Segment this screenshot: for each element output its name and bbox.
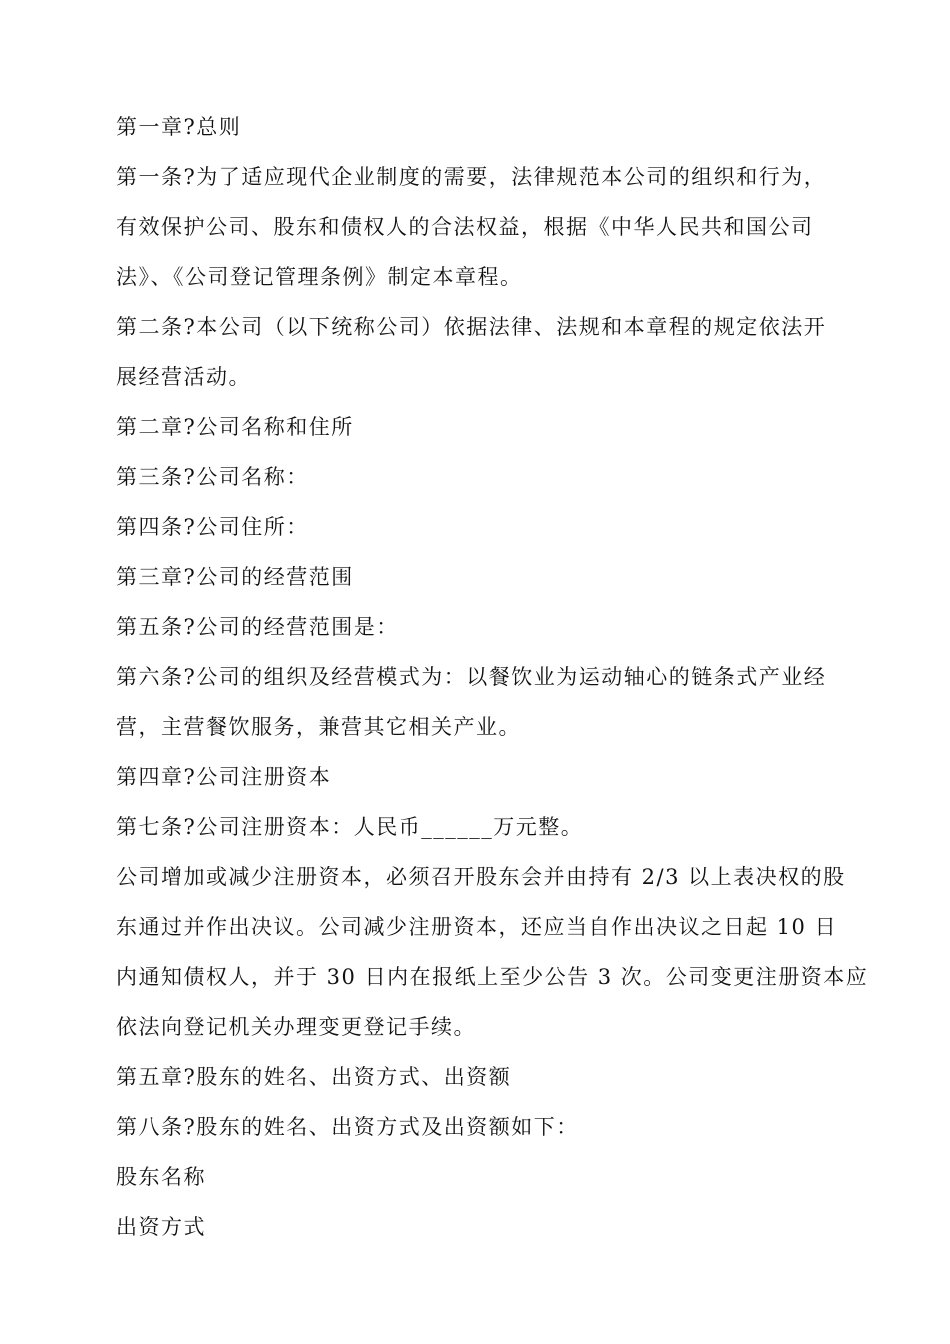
article-3: 第三条?公司名称： <box>116 465 309 489</box>
document-body <box>116 102 869 1252</box>
article-7: 第七条?公司注册资本：人民币______万元整。 <box>116 815 584 839</box>
chapter-4-heading: 第四章?公司注册资本 <box>116 765 332 789</box>
article-6-line-2: 营，主营餐饮服务，兼营其它相关产业。 <box>116 715 521 739</box>
chapter-3-heading: 第三章?公司的经营范围 <box>116 565 354 589</box>
chapter-5-heading: 第五章?股东的姓名、出资方式、出资额 <box>116 1065 512 1089</box>
article-6-line-1: 第六条?公司的组织及经营模式为：以餐饮业为运动轴心的链条式产业经 <box>116 665 827 689</box>
article-2-line-1: 第二条?本公司（以下统称公司）依据法律、法规和本章程的规定依法开 <box>116 315 827 339</box>
chapter-1-heading: 第一章?总则 <box>116 115 242 139</box>
chapter-2-heading: 第二章?公司名称和住所 <box>116 415 354 439</box>
article-8: 第八条?股东的姓名、出资方式及出资额如下： <box>116 1115 579 1139</box>
article-1-line-1: 第一条?为了适应现代企业制度的需要，法律规范本公司的组织和行为， <box>116 165 827 189</box>
capital-change-line-4: 依法向登记机关办理变更登记手续。 <box>116 1015 476 1039</box>
article-2-line-2: 展经营活动。 <box>116 365 251 389</box>
capital-change-line-2: 东通过并作出决议。公司减少注册资本，还应当自作出决议之日起 10 日 <box>116 915 838 939</box>
contribution-method-label: 出资方式 <box>116 1215 206 1239</box>
shareholder-name-label: 股东名称 <box>116 1165 206 1189</box>
capital-change-line-1: 公司增加或减少注册资本，必须召开股东会并由持有 2/3 以上表决权的股 <box>116 865 846 889</box>
article-1-line-3: 法》、《公司登记管理条例》制定本章程。 <box>116 265 523 289</box>
article-4: 第四条?公司住所： <box>116 515 309 539</box>
article-1-line-2: 有效保护公司、股东和债权人的合法权益，根据《中华人民共和国公司 <box>116 215 814 239</box>
article-5: 第五条?公司的经营范围是： <box>116 615 399 639</box>
capital-change-line-3: 内通知债权人，并于 30 日内在报纸上至少公告 3 次。公司变更注册资本应 <box>116 965 869 989</box>
